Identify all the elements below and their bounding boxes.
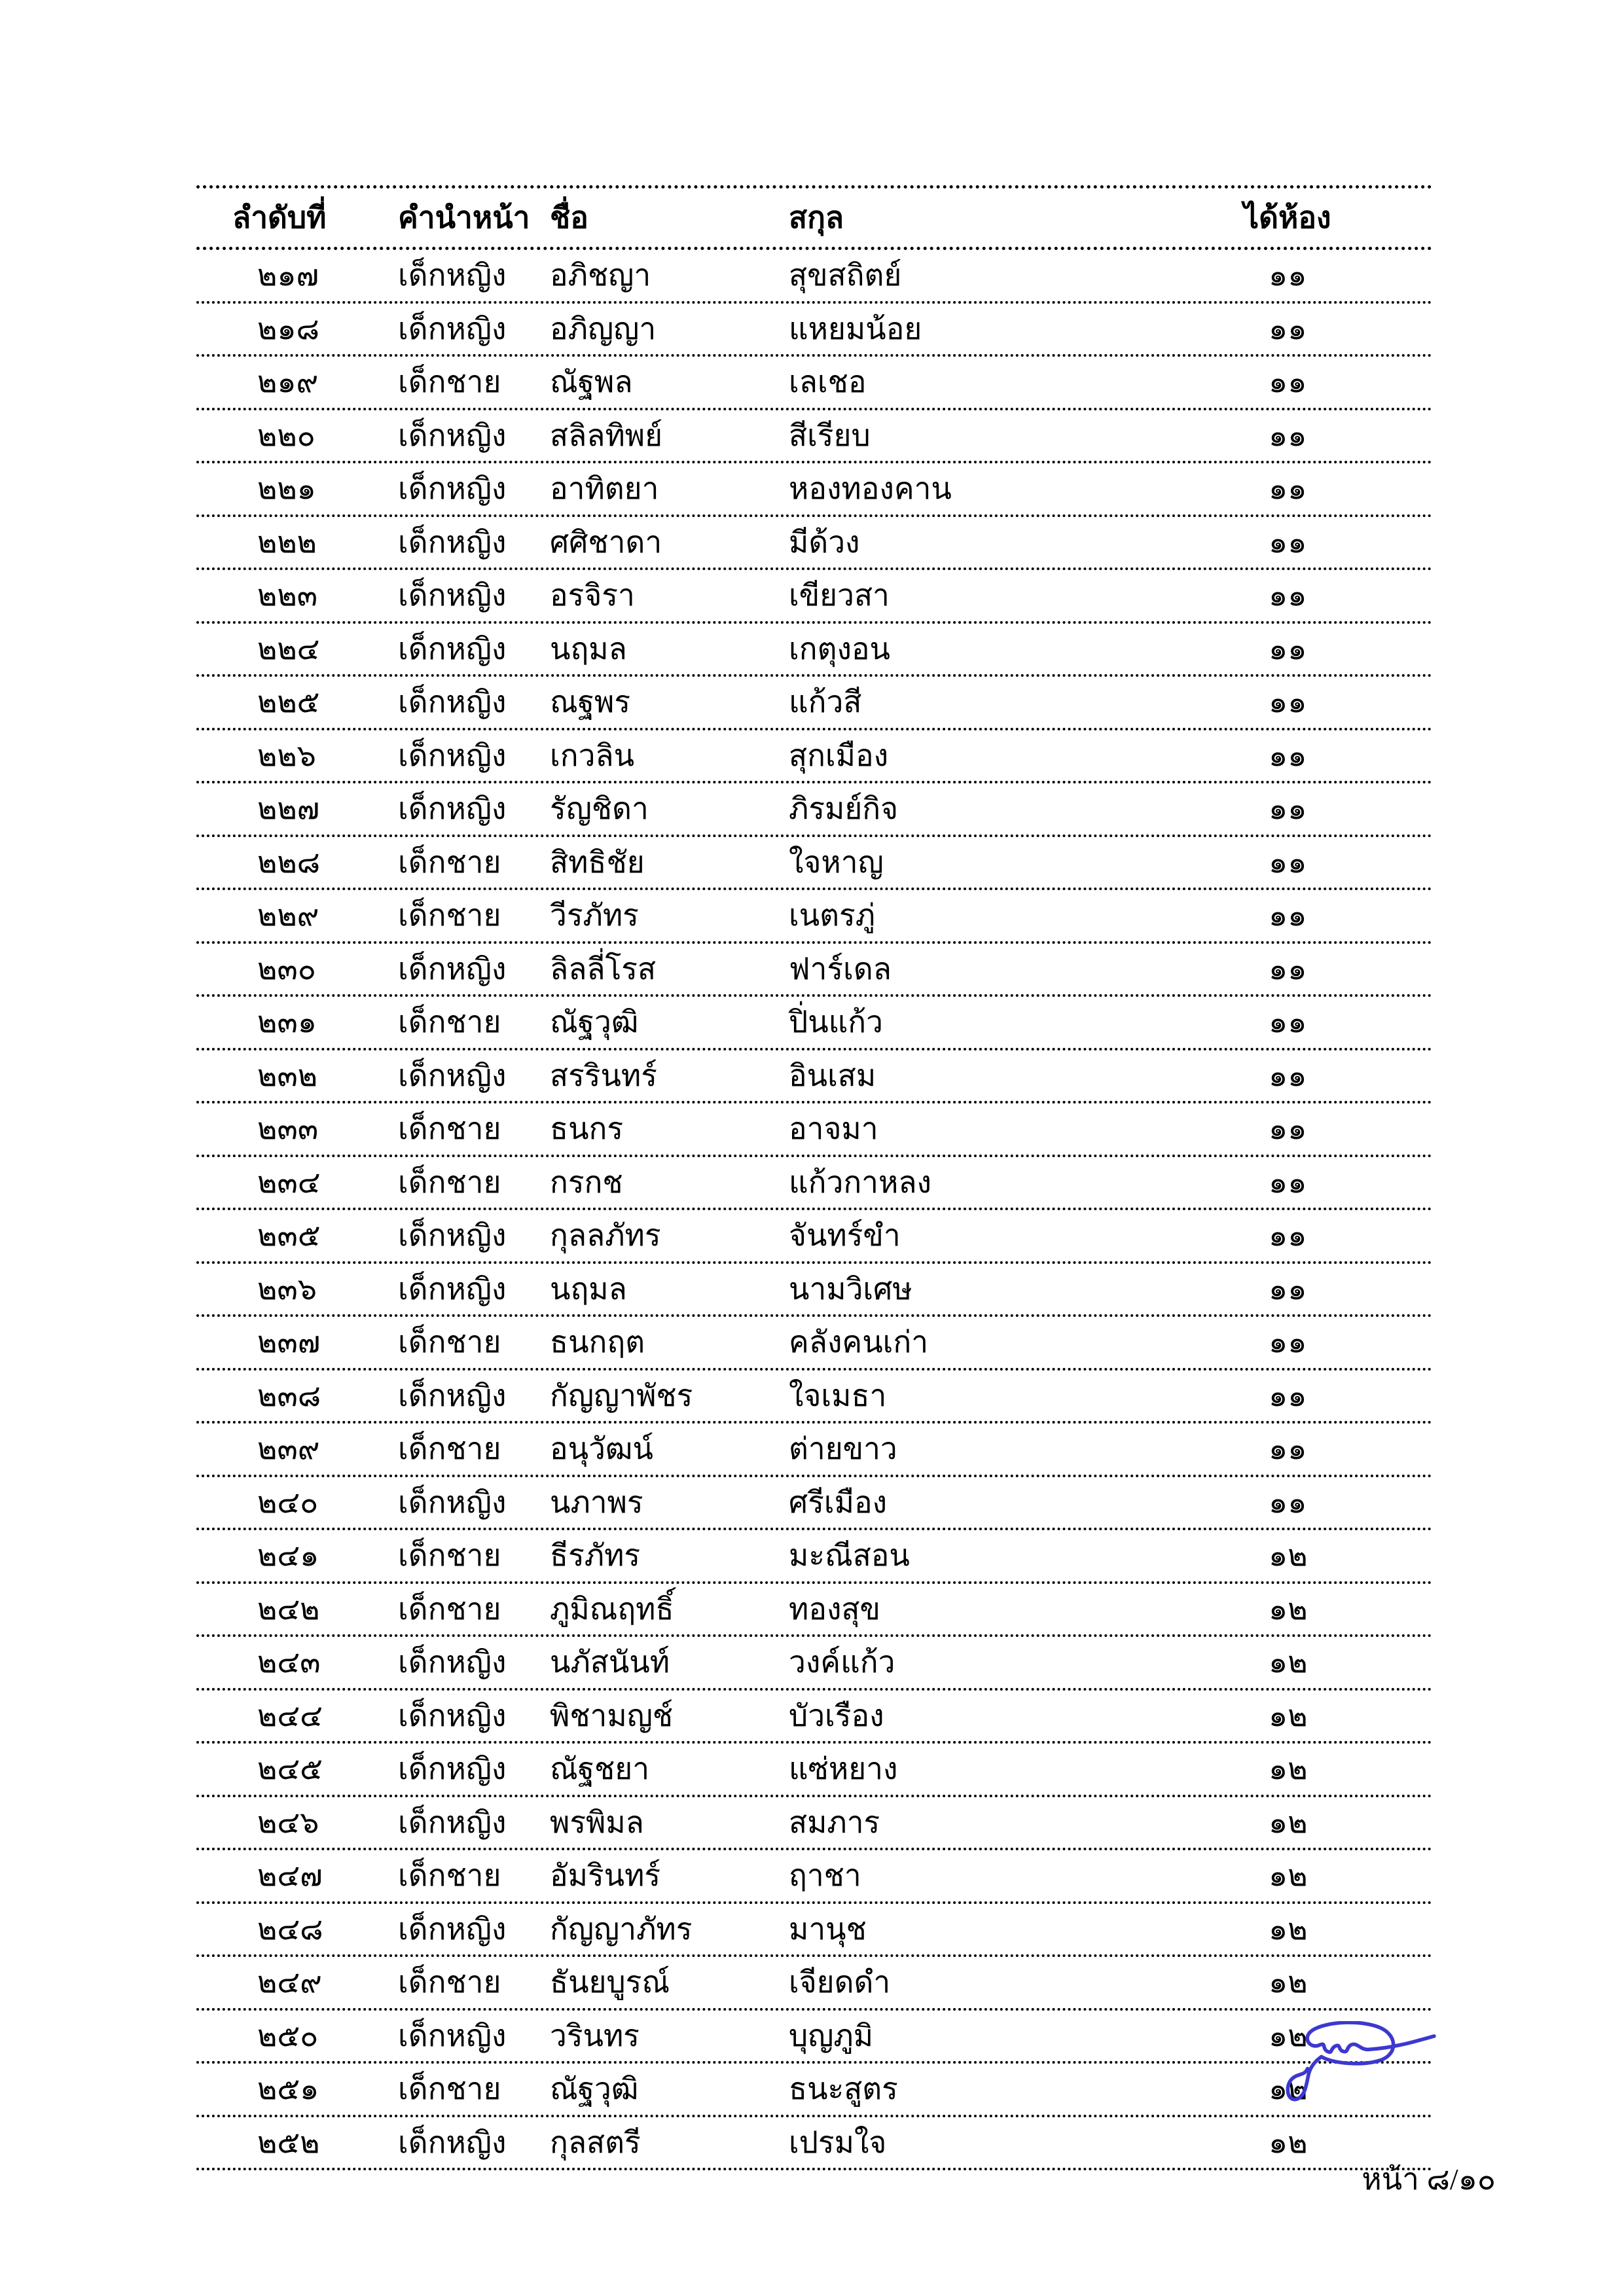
cell-first: อรจิรา	[550, 579, 635, 612]
cell-room: ๑๑	[1269, 1432, 1307, 1465]
page-number: หน้า ๘/๑๐	[1362, 2162, 1496, 2196]
cell-no: ๒๕๐	[257, 2018, 319, 2053]
cell-prefix: เด็กชาย	[398, 1859, 501, 1892]
cell-room: ๑๑	[1269, 472, 1307, 505]
cell-room: ๑๑	[1269, 1058, 1307, 1092]
cell-room: ๑๑	[1269, 845, 1307, 879]
cell-room: ๑๑	[1269, 1005, 1307, 1039]
table-body	[196, 250, 1432, 2170]
cell-prefix: เด็กชาย	[398, 1965, 501, 1999]
cell-prefix: เด็กหญิง	[398, 1645, 507, 1679]
cell-last: ภิรมย์กิจ	[789, 792, 899, 825]
cell-first: ณฐพร	[550, 685, 631, 719]
cell-prefix: เด็กชาย	[398, 899, 501, 932]
cell-no: ๒๓๙	[257, 1432, 320, 1465]
cell-prefix: เด็กชาย	[398, 365, 501, 399]
cell-no: ๒๓๐	[257, 952, 316, 986]
cell-prefix: เด็กหญิง	[398, 1485, 507, 1519]
cell-last: นามวิเศษ	[789, 1272, 912, 1306]
cell-last: เปรมใจ	[789, 2125, 887, 2159]
table-row	[196, 677, 1432, 730]
cell-room: ๑๑	[1269, 525, 1307, 559]
cell-no: ๒๕๒	[257, 2125, 320, 2159]
table-row	[196, 1371, 1432, 1424]
cell-last: คลังคนเก่า	[789, 1325, 929, 1359]
cell-last: ศรีเมือง	[789, 1485, 888, 1519]
cell-no: ๒๑๙	[257, 365, 319, 399]
cell-prefix: เด็กหญิง	[398, 1805, 507, 1839]
cell-last: แก้วกาหลง	[789, 1165, 931, 1199]
cell-last: เลเชอ	[789, 365, 867, 399]
cell-prefix: เด็กหญิง	[398, 472, 507, 505]
header-room: ได้ห้อง	[1244, 201, 1331, 234]
cell-last: บุญภูมิ	[789, 2018, 874, 2053]
cell-last: สุขสถิตย์	[789, 259, 902, 292]
cell-no: ๒๒๗	[257, 792, 320, 825]
cell-no: ๒๔๙	[257, 1965, 322, 1999]
table-row	[196, 890, 1432, 944]
cell-first: สิทธิชัย	[550, 845, 645, 879]
cell-no: ๒๓๑	[257, 1005, 317, 1039]
cell-prefix: เด็กชาย	[398, 1325, 501, 1359]
cell-last: เกตุงอน	[789, 632, 890, 666]
cell-room: ๑๑	[1269, 1485, 1307, 1519]
cell-last: ฟาร์เดล	[789, 952, 892, 986]
cell-room: ๑๑	[1269, 632, 1307, 666]
cell-no: ๒๒๑	[257, 472, 316, 505]
cell-first: นภาพร	[550, 1485, 643, 1519]
cell-prefix: เด็กหญิง	[398, 525, 507, 559]
cell-prefix: เด็กหญิง	[398, 632, 507, 666]
cell-prefix: เด็กหญิง	[398, 738, 507, 772]
cell-prefix: เด็กหญิง	[398, 1219, 507, 1252]
cell-first: อัมรินทร์	[550, 1859, 661, 1892]
cell-room: ๑๑	[1269, 1378, 1307, 1412]
table-row	[196, 2011, 1432, 2064]
cell-room: ๑๑	[1269, 1219, 1307, 1252]
cell-room: ๑๒	[1269, 2072, 1308, 2106]
table-row	[196, 2064, 1432, 2117]
cell-no: ๒๔๐	[257, 1485, 319, 1519]
cell-room: ๑๑	[1269, 738, 1307, 772]
cell-prefix: เด็กหญิง	[398, 685, 507, 719]
cell-no: ๒๓๒	[257, 1058, 318, 1092]
cell-first: อาทิตยา	[550, 472, 659, 505]
table-row	[196, 624, 1432, 677]
cell-room: ๑๑	[1269, 1325, 1307, 1359]
cell-first: นภัสนันท์	[550, 1645, 670, 1679]
cell-last: เนตรภู่	[789, 899, 876, 932]
table-row	[196, 1530, 1432, 1584]
table-row	[196, 837, 1432, 891]
cell-no: ๒๑๘	[257, 312, 320, 346]
cell-first: สลิลทิพย์	[550, 418, 663, 452]
table-row	[196, 1103, 1432, 1157]
cell-first: ธนกร	[550, 1112, 624, 1145]
cell-room: ๑๒	[1269, 1592, 1308, 1626]
cell-room: ๑๒	[1269, 1539, 1308, 1572]
cell-no: ๒๒๔	[257, 632, 320, 666]
cell-room: ๑๑	[1269, 899, 1307, 932]
cell-first: ศศิชาดา	[550, 525, 662, 559]
cell-room: ๑๑	[1269, 312, 1307, 346]
cell-room: ๑๑	[1269, 579, 1307, 612]
cell-prefix: เด็กชาย	[398, 1112, 501, 1145]
cell-room: ๑๒	[1269, 2125, 1308, 2159]
cell-first: กุลลภัทร	[550, 1219, 661, 1252]
cell-last: ฤาชา	[789, 1859, 861, 1892]
cell-prefix: เด็กหญิง	[398, 312, 507, 346]
student-table	[196, 185, 1432, 2170]
table-row	[196, 304, 1432, 357]
cell-first: อนุวัฒน์	[550, 1432, 653, 1465]
cell-prefix: เด็กหญิง	[398, 579, 507, 612]
cell-last: มะณีสอน	[789, 1539, 910, 1572]
cell-first: อภิชญา	[550, 259, 651, 292]
cell-room: ๑๑	[1269, 792, 1307, 825]
cell-room: ๑๑	[1269, 365, 1307, 399]
cell-no: ๒๒๐	[257, 418, 316, 452]
cell-last: แก้วสี	[789, 685, 862, 719]
cell-last: เจียดดำ	[789, 1965, 891, 1999]
cell-room: ๑๒	[1269, 1698, 1308, 1732]
table-row	[196, 2117, 1432, 2171]
cell-last: ธนะสูตร	[789, 2072, 898, 2106]
cell-first: นฤมล	[550, 1272, 627, 1306]
cell-last: เขียวสา	[789, 579, 890, 612]
cell-room: ๑๒	[1269, 1912, 1308, 1946]
cell-first: ภูมิณฤทธิ์	[550, 1592, 674, 1626]
cell-first: ลิลลี่โรส	[550, 952, 657, 986]
cell-no: ๒๔๗	[257, 1859, 323, 1892]
cell-prefix: เด็กชาย	[398, 1539, 501, 1572]
cell-last: อาจมา	[789, 1112, 878, 1145]
cell-first: สรรินทร์	[550, 1058, 657, 1092]
cell-last: มีด้วง	[789, 525, 860, 559]
cell-no: ๒๓๓	[257, 1112, 319, 1145]
cell-first: พรพิมล	[550, 1805, 644, 1839]
cell-last: แซ่หยาง	[789, 1752, 898, 1785]
cell-prefix: เด็กชาย	[398, 1165, 501, 1199]
cell-last: หองทองคาน	[789, 472, 952, 505]
cell-no: ๒๑๗	[257, 259, 319, 292]
cell-first: ธันยบูรณ์	[550, 1965, 670, 1999]
cell-no: ๒๒๖	[257, 738, 316, 772]
cell-prefix: เด็กหญิง	[398, 1378, 507, 1412]
cell-room: ๑๑	[1269, 685, 1307, 719]
cell-prefix: เด็กหญิง	[398, 792, 507, 825]
cell-prefix: เด็กชาย	[398, 1005, 501, 1039]
cell-no: ๒๒๘	[257, 845, 321, 879]
cell-last: มานุช	[789, 1912, 867, 1946]
cell-last: สีเรียบ	[789, 418, 871, 452]
cell-no: ๒๔๖	[257, 1805, 319, 1839]
cell-first: ธนกฤต	[550, 1325, 645, 1359]
cell-first: ณัฐวุฒิ	[550, 1005, 639, 1039]
cell-prefix: เด็กหญิง	[398, 1058, 507, 1092]
cell-last: ใจเมธา	[789, 1378, 887, 1412]
cell-first: กุลสตรี	[550, 2125, 641, 2159]
cell-last: ต่ายขาว	[789, 1432, 897, 1465]
table-row	[196, 1744, 1432, 1797]
cell-last: วงค์แก้ว	[789, 1645, 895, 1679]
cell-last: แหยมน้อย	[789, 312, 922, 346]
cell-prefix: เด็กหญิง	[398, 1272, 507, 1306]
cell-last: สมภาร	[789, 1805, 880, 1839]
cell-first: วีรภัทร	[550, 899, 639, 932]
cell-no: ๒๓๕	[257, 1219, 321, 1252]
table-row	[196, 1904, 1432, 1958]
cell-prefix: เด็กชาย	[398, 845, 501, 879]
cell-last: ทองสุข	[789, 1592, 880, 1626]
cell-no: ๒๒๙	[257, 899, 319, 932]
table-row	[196, 1264, 1432, 1318]
table-row	[196, 517, 1432, 571]
table-row	[196, 1637, 1432, 1691]
table-row	[196, 783, 1432, 837]
table-row	[196, 1957, 1432, 2011]
cell-prefix: เด็กชาย	[398, 1592, 501, 1626]
table-row	[196, 997, 1432, 1050]
cell-room: ๑๑	[1269, 1112, 1307, 1145]
cell-no: ๒๓๘	[257, 1378, 321, 1412]
cell-no: ๒๓๗	[257, 1325, 321, 1359]
table-row	[196, 944, 1432, 997]
cell-no: ๒๓๖	[257, 1272, 317, 1306]
cell-prefix: เด็กหญิง	[398, 1698, 507, 1732]
cell-last: บัวเรือง	[789, 1698, 884, 1732]
cell-no: ๒๔๔	[257, 1698, 323, 1732]
header-prefix: คำนำหน้า	[398, 201, 530, 234]
cell-first: ณัฐชยา	[550, 1752, 650, 1785]
cell-prefix: เด็กหญิง	[398, 2018, 507, 2053]
cell-prefix: เด็กหญิง	[398, 1752, 507, 1785]
table-row	[196, 410, 1432, 464]
table-row	[196, 1157, 1432, 1211]
cell-first: ณัฐพล	[550, 365, 633, 399]
header-last: สกุล	[789, 201, 844, 234]
cell-room: ๑๑	[1269, 1165, 1307, 1199]
table-header-row	[196, 188, 1432, 250]
cell-room: ๑๒	[1269, 1805, 1308, 1839]
cell-no: ๒๒๓	[257, 579, 318, 612]
cell-no: ๒๔๒	[257, 1592, 320, 1626]
cell-prefix: เด็กหญิง	[398, 2125, 507, 2159]
cell-last: อินเสม	[789, 1058, 876, 1092]
table-row	[196, 1477, 1432, 1531]
cell-first: อภิญญา	[550, 312, 657, 346]
cell-no: ๒๒๕	[257, 685, 320, 719]
table-row	[196, 1424, 1432, 1477]
cell-no: ๒๒๒	[257, 525, 317, 559]
cell-first: ธีรภัทร	[550, 1539, 641, 1572]
cell-no: ๒๕๑	[257, 2072, 319, 2106]
table-row	[196, 463, 1432, 517]
cell-room: ๑๑	[1269, 1272, 1307, 1306]
cell-room: ๑๒	[1269, 1645, 1308, 1679]
cell-first: ณัฐวุฒิ	[550, 2072, 639, 2106]
signature	[1282, 2021, 1437, 2105]
cell-last: ปิ่นแก้ว	[789, 1005, 883, 1039]
cell-no: ๒๔๑	[257, 1539, 319, 1572]
table-row	[196, 1797, 1432, 1851]
cell-room: ๑๒	[1269, 1752, 1308, 1785]
cell-prefix: เด็กหญิง	[398, 1912, 507, 1946]
signature-stroke	[1288, 2022, 1434, 2100]
cell-no: ๒๔๓	[257, 1645, 321, 1679]
cell-first: วรินทร	[550, 2018, 640, 2053]
cell-no: ๒๔๕	[257, 1752, 323, 1785]
header-first: ชื่อ	[550, 201, 588, 234]
table-row	[196, 570, 1432, 624]
cell-last: จันทร์ขำ	[789, 1219, 901, 1252]
cell-prefix: เด็กหญิง	[398, 259, 507, 292]
cell-first: นฤมล	[550, 632, 627, 666]
cell-no: ๒๓๔	[257, 1165, 321, 1199]
cell-last: ใจหาญ	[789, 845, 884, 879]
table-row	[196, 250, 1432, 304]
cell-room: ๑๑	[1269, 952, 1307, 986]
cell-prefix: เด็กชาย	[398, 1432, 501, 1465]
cell-first: พิชามญช์	[550, 1698, 674, 1732]
cell-room: ๑๒	[1269, 2018, 1308, 2053]
cell-no: ๒๔๘	[257, 1912, 323, 1946]
table-row	[196, 1317, 1432, 1371]
cell-first: กรกช	[550, 1165, 623, 1199]
cell-last: สุกเมือง	[789, 738, 889, 772]
cell-first: รัญชิดา	[550, 792, 649, 825]
table-row	[196, 1050, 1432, 1104]
cell-first: กัญญาพัชร	[550, 1378, 693, 1412]
cell-prefix: เด็กชาย	[398, 2072, 501, 2106]
cell-prefix: เด็กหญิง	[398, 418, 507, 452]
table-row	[196, 1584, 1432, 1638]
cell-prefix: เด็กหญิง	[398, 952, 507, 986]
cell-first: กัญญาภัทร	[550, 1912, 693, 1946]
table-row	[196, 1691, 1432, 1744]
cell-room: ๑๑	[1269, 259, 1307, 292]
cell-first: เกวลิน	[550, 738, 635, 772]
table-row	[196, 357, 1432, 410]
header-no: ลำดับที่	[232, 201, 327, 234]
cell-room: ๑๒	[1269, 1859, 1308, 1892]
table-row	[196, 1210, 1432, 1264]
table-row	[196, 730, 1432, 784]
cell-room: ๑๒	[1269, 1965, 1308, 1999]
cell-room: ๑๑	[1269, 418, 1307, 452]
table-row	[196, 1850, 1432, 1904]
